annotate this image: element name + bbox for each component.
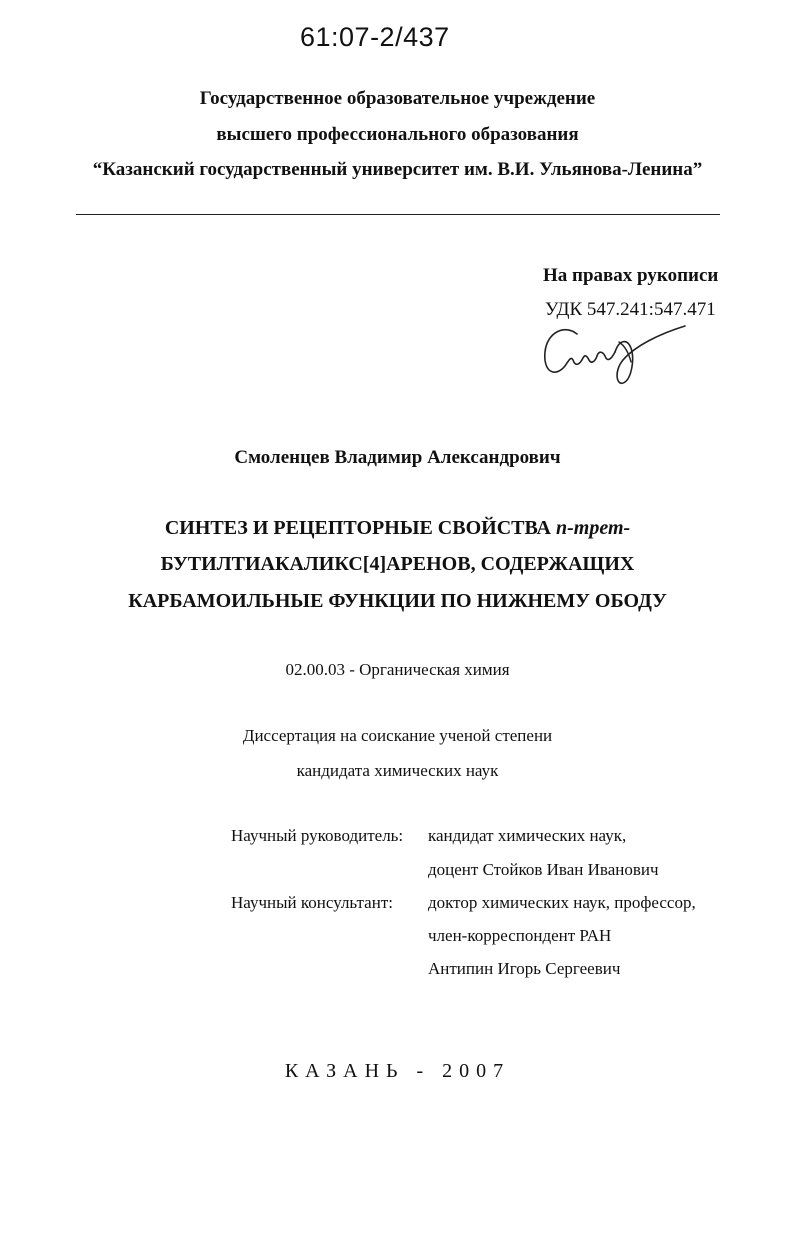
supervisor-line-2: доцент Стойков Иван Иванович <box>428 860 659 879</box>
title-line-1-italic: п-трет- <box>556 517 631 539</box>
header-divider <box>76 214 720 215</box>
author-name: Смоленцев Владимир Александрович <box>234 447 561 468</box>
institution-line-1: Государственное образовательное учреждение <box>199 88 596 109</box>
title-line-1 <box>0 510 795 547</box>
consultant-label: Научный консультант: <box>231 893 393 912</box>
manuscript-rights: На правах рукописи <box>543 265 719 286</box>
institution-line-3: “Казанский государственный университет им. В.И. Ульянова-Ленина” <box>92 159 703 180</box>
catalog-number: 61:07-2/437 <box>300 22 450 52</box>
consultant-line-1: доктор химических наук, профессор, <box>428 893 696 912</box>
specialty: 02.00.03 - Органическая химия <box>285 660 510 679</box>
title-line-3: КАРБАМОИЛЬНЫЕ ФУНКЦИИ ПО НИЖНЕМУ ОБОДУ <box>128 590 667 612</box>
title-line-2: БУТИЛТИАКАЛИКС[4]АРЕНОВ, СОДЕРЖАЩИХ <box>160 553 635 575</box>
consultant-line-3: Антипин Игорь Сергеевич <box>428 959 621 978</box>
institution-line-2: высшего профессионального образования <box>216 124 579 145</box>
udk-code: УДК 547.241:547.471 <box>545 299 716 320</box>
consultant-line-2: член-корреспондент РАН <box>428 926 612 945</box>
degree-line-1: Диссертация на соискание ученой степени <box>242 726 553 745</box>
handwritten-signature <box>535 320 705 400</box>
supervisor-label: Научный руководитель: <box>231 826 404 845</box>
degree-line-2: кандидата химических наук <box>296 761 499 780</box>
city-year: КАЗАНЬ - 2007 <box>284 1060 511 1082</box>
supervisor-line-1: кандидат химических наук, <box>428 826 627 845</box>
title-line-1-text: СИНТЕЗ И РЕЦЕПТОРНЫЕ СВОЙСТВА <box>164 517 557 539</box>
